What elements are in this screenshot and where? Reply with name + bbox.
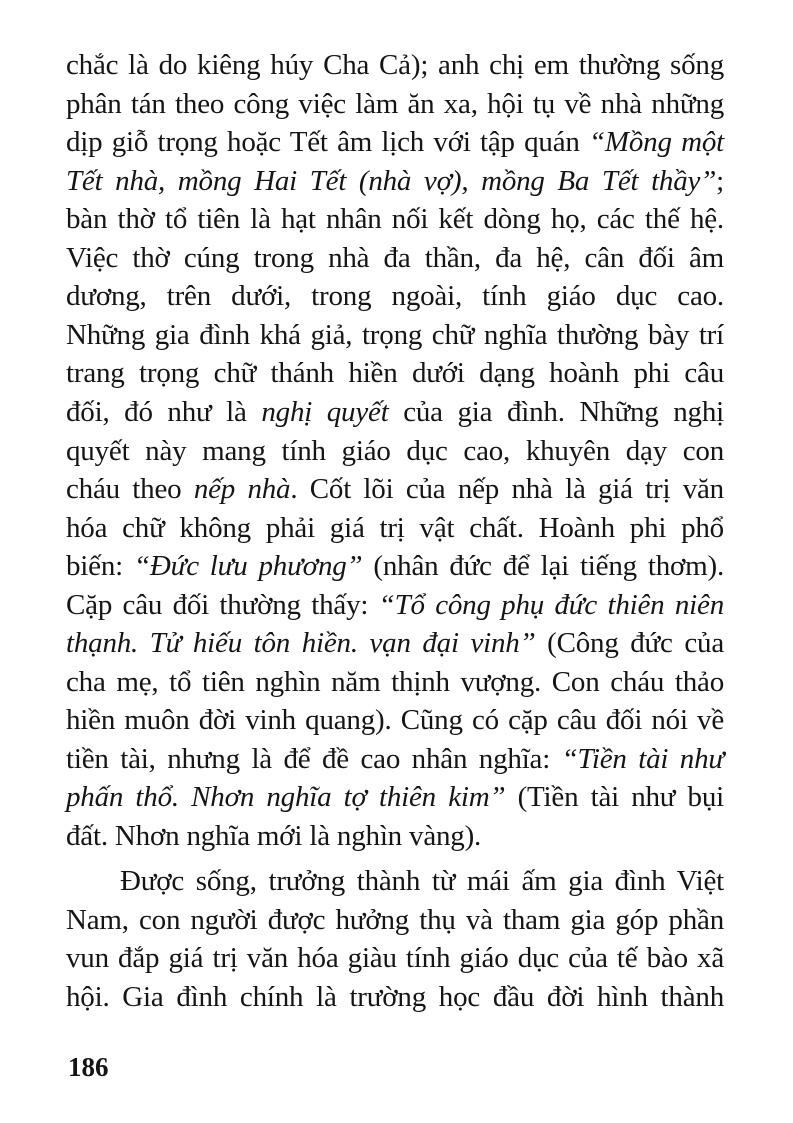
italic-text: “Đức lưu phương”: [133, 550, 363, 583]
italic-text: “Tổ công phụ đức thiên niên: [378, 588, 724, 621]
page-number: 186: [68, 1052, 109, 1082]
text-line: [66, 393, 724, 431]
text-run: của gia đình. Những nghị: [388, 395, 724, 428]
text-line: [66, 123, 724, 161]
text-line: [66, 586, 724, 624]
italic-text: nếp nhà: [193, 473, 291, 506]
text-line: [66, 162, 724, 200]
text-line: [66, 817, 724, 855]
text-line: [66, 239, 724, 277]
text-line: [66, 778, 724, 816]
text-line: [66, 85, 724, 123]
text-run: dương, trên dưới, trong ngoài, tính giáo dục cao.: [66, 280, 724, 313]
text-run: . Cốt lõi của nếp nhà là giá trị văn: [290, 473, 724, 506]
text-run: trang trọng chữ thánh hiền dưới dạng hoành phi câu: [66, 357, 724, 390]
text-line: [66, 663, 724, 701]
text-run: tiền tài, nhưng là để đề cao nhân nghĩa:: [66, 742, 562, 775]
text-run: hóa chữ không phải giá trị vật chất. Hoành phi phổ: [66, 511, 724, 544]
text-run: Được sống, trưởng thành từ mái ấm gia đình Việt: [120, 865, 724, 897]
text-line: [120, 862, 724, 900]
text-run: hội. Gia đình chính là trường học đầu đời hình thành: [66, 980, 724, 1013]
text-line: [66, 432, 724, 470]
italic-text: Tết nhà, mồng Hai Tết (nhà vợ), mồng Ba Tết thầy”: [66, 164, 717, 197]
text-run: dịp giỗ trọng hoặc Tết âm lịch với tập quán: [66, 126, 589, 159]
text-line: [66, 701, 724, 739]
text-line: [66, 354, 724, 392]
text-run: phân tán theo công việc làm ăn xa, hội tụ về nhà những: [66, 87, 724, 120]
text-run: (Tiền tài như bụi: [505, 781, 724, 814]
italic-text: phấn thổ. Nhơn nghĩa tợ thiên kim”: [66, 781, 506, 814]
text-line: [66, 740, 724, 778]
text-run: hiền muôn đời vinh quang). Cũng có cặp câu đối nói về: [66, 704, 724, 737]
text-run: (nhân đức để lại tiếng thơm).: [362, 550, 724, 583]
text-line: [66, 470, 724, 508]
text-run: Việc thờ cúng trong nhà đa thần, đa hệ, cân đối âm: [66, 241, 724, 274]
text-run: chắc là do kiêng húy Cha Cả); anh chị em thường sống: [66, 49, 724, 81]
text-line: [66, 901, 724, 939]
text-line: [66, 978, 724, 1016]
text-run: (Công đức của: [535, 627, 724, 660]
italic-text: thạnh. Tử hiếu tôn hiền. vạn đại vinh”: [66, 627, 536, 660]
text-run: biến:: [66, 550, 134, 583]
italic-text: “Tiền tài như: [561, 742, 724, 775]
text-run: cha mẹ, tổ tiên nghìn năm thịnh vượng. Con cháu thảo: [66, 665, 724, 698]
text-line: [66, 277, 724, 315]
text-run: Những gia đình khá giả, trọng chữ nghĩa thường bày trí: [66, 318, 724, 351]
text-line: [66, 200, 724, 238]
text-run: vun đắp giá trị văn hóa giàu tính giáo dục của tế bào xã: [66, 942, 724, 975]
text-run: đối, đó như là: [66, 395, 262, 428]
text-run: quyết này mang tính giáo dục cao, khuyên dạy con: [66, 434, 724, 467]
text-line: [66, 316, 724, 354]
text-run: Cặp câu đối thường thấy:: [66, 588, 379, 621]
italic-text: “Mồng một: [589, 126, 724, 159]
text-run: Nam, con người được hưởng thụ và tham gia góp phần: [66, 903, 724, 936]
text-line: [66, 46, 724, 84]
italic-text: nghị quyết: [261, 395, 389, 428]
text-run: bàn thờ tổ tiên là hạt nhân nối kết dòng họ, các thế hệ.: [66, 203, 724, 236]
text-line: [66, 547, 724, 585]
text-line: [66, 939, 724, 977]
text-run: ;: [716, 164, 724, 197]
text-line: [66, 624, 724, 662]
text-run: cháu theo: [66, 473, 194, 506]
text-run: đất. Nhơn nghĩa mới là nghìn vàng).: [66, 820, 482, 852]
text-line: [66, 509, 724, 547]
